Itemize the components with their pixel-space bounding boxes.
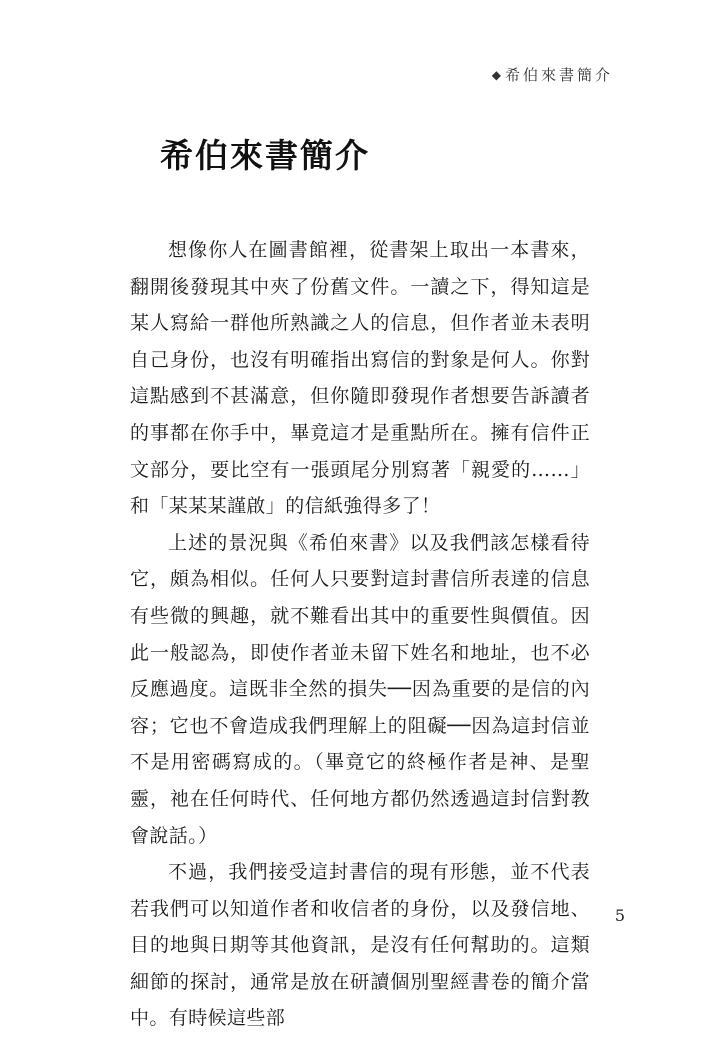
running-header [492, 64, 613, 85]
page-number: 5 [614, 906, 625, 925]
body-text [130, 232, 590, 1037]
diamond-bullet-icon: ◆ [491, 68, 504, 82]
paragraph-1: 想像你人在圖書館裡，從書架上取出一本書來，翻開後發現其中夾了份舊文件。一讀之下，得知這是某人寫給一群他所熟識之人的信息，但作者並未表明自己身份，也沒有明確指出寫信的對象是何人。你對這點感到不甚滿意，但你隨即發現作者想要告訴讀者的事都在你手中，畢竟這才是重點所在。擁有信件正文部分，要比空有一張頭尾分別寫著「親愛的……」和「某某某謹啟」的信紙強得多了！ [130, 239, 590, 518]
chapter-title: 希伯來書簡介 [160, 136, 370, 175]
running-header-title: 希伯來書簡介 [504, 66, 613, 84]
paragraph-3: 不過，我們接受這封書信的現有形態，並不代表若我們可以知道作者和收信者的身份，以及發信地、目的地與日期等其他資訊，是沒有任何幫助的。這類細節的探討，通常是放在研讀個別聖經書卷的簡介當中。有時候這些部 [130, 861, 590, 1030]
paragraph-2: 上述的景況與《希伯來書》以及我們該怎樣看待它，頗為相似。任何人只要對這封書信所表達的信息有些微的興趣，就不難看出其中的重要性與價值。因此一般認為，即使作者並未留下姓名和地址，也不必反應過度。這既非全然的損失──因為重要的是信的內容；它也不會造成我們理解上的阻礙──因為這封信並不是用密碼寫成的。（畢竟它的終極作者是神、是聖靈，祂在任何時代、任何地方都仍然透過這封信對教會說話。） [130, 531, 590, 847]
